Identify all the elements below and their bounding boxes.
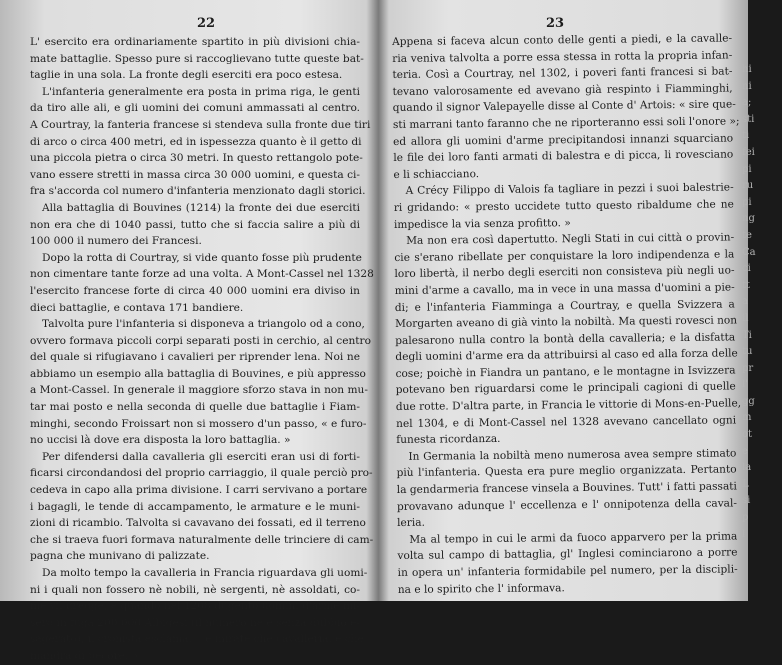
text-line: e li schiacciano. bbox=[393, 167, 480, 181]
text-line: una piccola pietra o circa 30 metri. In questo rettangolo pote- bbox=[30, 152, 363, 165]
text-line: minghi, secondo Froissart non si mossero d'un passo, « e furo- bbox=[30, 417, 367, 430]
text-line: i bagagli, le tende di accampamento, le armature e le muni- bbox=[30, 500, 360, 513]
bleed-fragment: il bbox=[742, 312, 749, 324]
text-line: zioni di ricambio. Talvolta si cavavano dei fossati, ed il terreno bbox=[30, 517, 366, 530]
text-line: taglie in una sola. La fronte degli eserciti era poco estesa. bbox=[30, 69, 343, 82]
text-line: loro libertà, il nerbo degli eserciti non consisteva più negli uo- bbox=[394, 264, 735, 281]
text-line: cie s'erano ribellate per conquistare la loro indipendenza e la bbox=[394, 248, 735, 264]
text-line: le file dei loro fanti armati di balestra e di picca, li rovesciano bbox=[393, 148, 734, 165]
text-line: di; e l'infanteria Fiamminga a Courtray, e quella Svizzera a bbox=[394, 297, 735, 314]
text-line: fra s'accorda col numero d'infanteria menzionato dagli storici. bbox=[30, 185, 366, 198]
text-line: dieci battaglie, e contava 171 bandiere. bbox=[30, 301, 244, 314]
page-body bbox=[30, 34, 374, 665]
text-line: ficarsi circondandosi del proprio carriaggio, il quale perciò pro- bbox=[30, 467, 373, 480]
text-line: di arco o circa 400 metri, ed in ispessezza quanto è il getto di bbox=[30, 135, 362, 148]
text-line: ria veniva talvolta a porre essa stessa in rotta la propria infan- bbox=[392, 49, 733, 65]
text-line: l'esercito francese forte di circa 40 000 uomini era diviso in bbox=[30, 284, 360, 297]
text-line: In Germania la nobiltà meno numerosa avea sempre stimato bbox=[408, 447, 737, 463]
page-number: 23 bbox=[546, 16, 565, 31]
text-line: Ma al tempo in cui le armi da fuoco apparvero per la prima bbox=[409, 530, 738, 546]
text-line: che si traeva fuori formava naturalmente delle trinciere di cam- bbox=[30, 533, 374, 546]
text-line: ovvero formava piccoli corpi separati posti in cerchio, al centro bbox=[30, 334, 371, 347]
text-line: la gendarmeria francese vinsela a Bouvines. Tutt' i fatti passati bbox=[396, 480, 737, 497]
text-line: mini d'arme a cavallo, ma in vece in una massa d'uomini a pie- bbox=[394, 281, 735, 297]
text-line: mandra di pecore. » bbox=[30, 649, 139, 662]
text-line: me vil gregge, e quando nel 1208 dugento uomini d'arme mi- bbox=[30, 600, 360, 613]
bleed-fragment: p bbox=[742, 512, 749, 524]
bleed-fragment: ru bbox=[742, 180, 754, 192]
text-line: volta sul campo di battaglia, gl' Inglesi cominciarono a porre bbox=[397, 546, 738, 563]
text-line: no uccisi là dove era disposta la loro battaglia. » bbox=[30, 434, 291, 447]
bleed-fragment: la bbox=[742, 462, 752, 474]
text-line: Ma non era così dapertutto. Negli Stati in cui città o provin- bbox=[406, 231, 735, 247]
text-line: a Mont-Cassel. In generale il maggiore sforzo stava in non mu- bbox=[30, 384, 368, 397]
text-line: sero in fuga 200 000 Albigesi (il numero ne è senza dubbio e- bbox=[30, 616, 361, 629]
text-line: Appena si faceva alcun conto delle genti a piedi, e la cavalle- bbox=[392, 32, 733, 48]
bleed-fragment: ng bbox=[742, 213, 755, 225]
bleed-fragment: gg bbox=[742, 395, 755, 407]
bleed-fragment: e bbox=[742, 445, 748, 457]
bleed-fragment: ci bbox=[742, 263, 751, 275]
bleed-fragment: Ca bbox=[742, 246, 756, 258]
text-line: da tiro alle ali, e gli uomini dei comuni ammassati al centro. bbox=[30, 102, 360, 115]
text-line: tevano valorosamente ed avevano già respinto i Fiamminghi, bbox=[392, 82, 733, 98]
text-line: abbiamo un esempio alla battaglia di Bouvines, e più appresso bbox=[30, 367, 366, 380]
text-line: impedisce la via senza profitto. » bbox=[393, 216, 571, 231]
text-line: più l'infanteria. Questa era pure meglio organizzata. Pertanto bbox=[396, 463, 737, 480]
bleed-fragment: pi bbox=[742, 163, 752, 175]
text-line: non cimentare tante forze ad una volta. A Mont-Cassel nel 1328 bbox=[30, 268, 374, 281]
text-line: Alla battaglia di Bouvines (1214) la fronte dei due eserciti bbox=[42, 201, 360, 214]
text-line: pagna che munivano di palizzate. bbox=[30, 550, 210, 563]
page-body bbox=[392, 30, 742, 598]
bleed-fragment: a bbox=[742, 296, 748, 308]
text-line: del quale si rifugiavano i cavalieri per riprender lena. Noi ne bbox=[30, 351, 360, 364]
text-line: A Courtray, la fanteria francese si stendeva sulla fronte due tiri bbox=[30, 118, 371, 131]
text-line: ed allora gli uomini d'arme precipitandosi innanzi squarciano bbox=[393, 131, 734, 148]
text-line: degli uomini d'arme era da attribuirsi al caso ed alla forza delle bbox=[395, 347, 738, 364]
text-line: Dopo la rotta di Courtray, si vide quanto fosse più prudente bbox=[42, 251, 362, 264]
text-line: quando il signor Valepayelle disse al Conte d' Artois: « sire que- bbox=[392, 98, 736, 115]
text-line: sti marrani tanto faranno che ne riporteranno essi soli l'onore »; bbox=[392, 115, 740, 131]
text-line: Da molto tempo la cavalleria in Francia riguardava gli uomi- bbox=[42, 567, 368, 579]
bleed-fragment: sti bbox=[742, 113, 755, 125]
text-line: provavano adunque l' eccellenza e l' onnipotenza della caval- bbox=[396, 497, 737, 513]
bleed-fragment: l bbox=[742, 528, 746, 540]
text-line: A Crécy Filippo di Valois fa tagliare in pezzi i suoi balestrie- bbox=[405, 181, 734, 198]
bleed-fragment: ni bbox=[742, 80, 752, 92]
text-line: Per difendersi dalla cavalleria gli eserciti eran usi di forti- bbox=[42, 450, 360, 463]
bleed-fragment: L bbox=[742, 478, 749, 490]
bleed-through-text bbox=[742, 62, 782, 543]
bleed-fragment: hi bbox=[742, 64, 752, 75]
text-line: potevano ben riguardarsi come le principali cagioni di quelle bbox=[395, 380, 736, 397]
text-line: funesta ricordanza. bbox=[396, 433, 501, 447]
bleed-fragment: a; bbox=[742, 97, 752, 109]
text-line: due rotte. D'altra parte, in Francia le vittorie di Mons-en-Puelle, bbox=[395, 397, 742, 414]
text-line: cedeva in capo alla prima divisione. I carri servivano a portare bbox=[30, 484, 368, 497]
text-line: teria. Così a Courtray, nel 1302, i poveri fanti francesi si bat- bbox=[392, 65, 733, 82]
text-line: nel 1304, e di Mont-Cassel nel 1328 avevano cancellato ogni bbox=[396, 414, 737, 430]
bleed-fragment: tt bbox=[742, 279, 751, 291]
text-line: na e lo spirito che l' informava. bbox=[397, 581, 565, 596]
bleed-fragment: si bbox=[742, 495, 751, 507]
bleed-fragment: pi bbox=[742, 196, 752, 208]
text-line: cose; poichè in Fiandra un pantano, e le montagne in Isvizzera bbox=[395, 364, 736, 380]
text-line: Talvolta pure l'infanteria si disponeva a triangolo od a cono, bbox=[42, 318, 365, 331]
text-line: non era che di 1040 passi, tutto che si faccia salire a più di bbox=[30, 218, 360, 231]
bleed-fragment: m bbox=[742, 412, 752, 424]
bleed-fragment: fei bbox=[742, 146, 755, 158]
text-line: mate battaglie. Spesso pure si raccoglievano tutte queste bat- bbox=[30, 52, 364, 65]
bleed-fragment: tu bbox=[742, 346, 753, 358]
bleed-fragment: Ti bbox=[742, 329, 752, 341]
left-page bbox=[0, 0, 374, 662]
text-line: L' esercito era ordinariamente spartito in più divisioni chia- bbox=[30, 36, 360, 48]
text-line: tar mai posto e nella seconda di quelle due battaglie i Fiam- bbox=[30, 401, 360, 414]
page-number: 22 bbox=[197, 16, 216, 31]
text-line: ri gridando: « presto uccidete tutto questo ribaldume che ne bbox=[393, 198, 734, 214]
bleed-fragment: ti bbox=[742, 130, 750, 142]
right-page bbox=[378, 0, 756, 601]
text-line: sagerato), il cronista esclama: « e mirate che cavalleria, e che bbox=[30, 633, 364, 646]
text-line: leria. bbox=[397, 516, 425, 530]
text-line: ni i quali non fossero nè nobili, nè sergenti, nè assoldati, co- bbox=[30, 583, 360, 596]
text-line: in opera un' infanteria formidabile pel numero, per la discipli- bbox=[397, 563, 738, 579]
text-line: palesarono nulla contro la bontà della cavalleria; e la disfatta bbox=[395, 331, 736, 347]
text-line: L'infanteria generalmente era posta in prima riga, le genti bbox=[42, 85, 360, 98]
text-line: vano essere stretti in massa circa 30 000 uomini, e questa ci- bbox=[30, 168, 360, 181]
text-line: Morgarten aveano di già vinto la nobiltà. Ma questi rovesci non bbox=[394, 314, 738, 331]
bleed-fragment: l' bbox=[742, 379, 748, 391]
bleed-fragment: te bbox=[742, 229, 752, 241]
text-line: 100 000 il numero dei Francesi. bbox=[30, 235, 202, 248]
bleed-fragment: pr bbox=[742, 362, 754, 374]
bleed-fragment: ot bbox=[742, 429, 753, 441]
